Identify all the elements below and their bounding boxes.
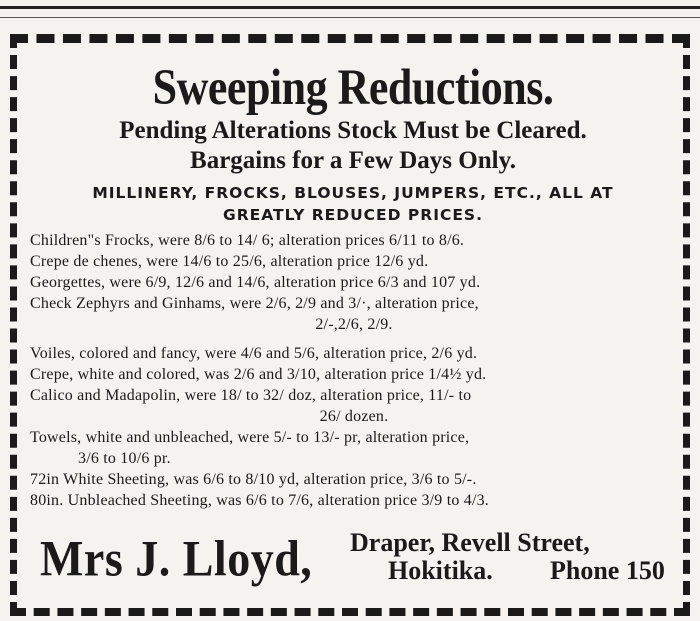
price-list — [28, 230, 678, 511]
shop-address-line-1: Draper, Revell Street, — [350, 528, 590, 557]
shop-phone: Phone 150 — [550, 556, 665, 585]
advert-body — [28, 56, 678, 590]
list-item: Calico and Madapolin, were 18/ to 32/ doz, alteration price, 11/- to 26/ dozen. — [28, 385, 678, 427]
list-item-continuation: 2/-,2/6, 2/9. — [315, 316, 393, 333]
subhead-2: Bargains for a Few Days Only. — [190, 147, 516, 174]
list-item: 72in White Sheeting, was 6/6 to 8/10 yd, alteration price, 3/6 to 5/-. — [30, 471, 477, 488]
category-heading — [28, 182, 678, 226]
list-item: Crepe, white and colored, was 2/6 and 3/10, alteration price 1/4½ yd. — [30, 366, 487, 383]
list-item: Georgettes, were 6/9, 12/6 and 14/6, alteration price 6/3 and 107 yd. — [30, 274, 481, 291]
shop-town: Hokitika. — [388, 556, 493, 585]
shop-name: Mrs J. Lloyd, — [40, 530, 313, 587]
list-item: Voiles, colored and fancy, were 4/6 and 5/6, alteration price, 2/6 yd. — [30, 345, 478, 362]
list-item-continuation: 26/ dozen. — [319, 408, 389, 425]
subhead-1: Pending Alterations Stock Must be Cleared. — [119, 117, 587, 144]
list-item-continuation: 3/6 to 10/6 pr. — [78, 450, 171, 467]
headline: Sweeping Reductions. — [152, 59, 554, 116]
list-item: Crepe de chenes, were 14/6 to 25/6, alteration price 12/6 yd. — [30, 253, 429, 270]
list-item: Children"s Frocks, were 8/6 to 14/ 6; alteration prices 6/11 to 8/6. — [30, 232, 465, 249]
category-line-1: MILLINERY, FROCKS, BLOUSES, JUMPERS, ETC., ALL AT — [92, 184, 614, 202]
advert-footer — [18, 528, 678, 598]
list-item: Check Zephyrs and Ginhams, were 2/6, 2/9 and 3/·, alteration price, 2/-,2/6, 2/9. — [28, 293, 678, 335]
category-line-2: GREATLY REDUCED PRICES. — [223, 206, 483, 224]
top-rule — [0, 6, 700, 18]
list-item: Towels, white and unbleached, were 5/- to 13/- pr, alteration price, 3/6 to 10/6 pr. — [28, 427, 678, 469]
list-item: 80in. Unbleached Sheeting, was 6/6 to 7/6, alteration price 3/9 to 4/3. — [30, 492, 489, 509]
